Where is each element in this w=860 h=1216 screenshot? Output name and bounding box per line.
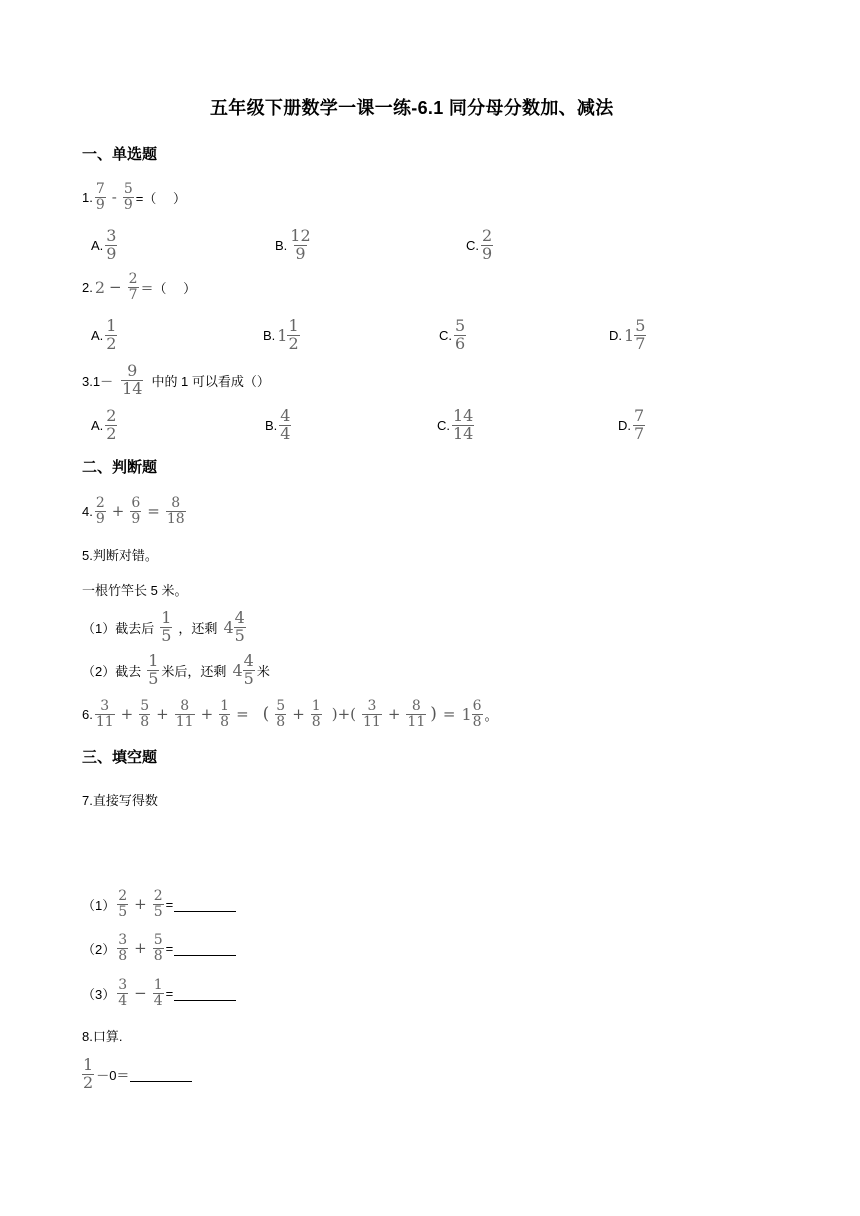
q3-option-c[interactable] [437,408,476,443]
fraction: $\frac{2}{9}$ [95,495,105,527]
q3-option-a[interactable] [91,408,119,443]
question-8: 8.口算. [82,1029,123,1044]
fraction: $\frac{2}{9}$ [482,226,493,263]
section-heading-single-choice: 一、单选题 [82,146,158,163]
fraction: $\frac{12}{9}$ [290,226,311,263]
fraction: $\frac{8}{11}$ [175,698,194,730]
fraction: $\frac{2}{5}$ [118,888,128,920]
q2-option-d[interactable] [609,318,648,353]
operator: + [156,705,169,724]
fraction: $\frac{3}{11}$ [95,698,114,730]
paren: )+( [331,705,356,724]
fraction: $\frac{3}{11}$ [363,698,381,730]
fraction: $\frac{5}{8}$ [276,698,286,730]
option-label: D. [609,327,622,343]
option-label: B. [263,327,276,343]
question-number: 3.1－ [82,373,114,389]
fraction: $\frac{14}{14}$ [453,406,474,443]
sub-question-text: （1）截去后 [82,620,155,636]
question-number: 2. [82,279,93,295]
fraction: $\frac{1}{2}$ [106,316,117,353]
whole-number: 1 [277,325,288,345]
fraction: $\frac{7}{9}$ [95,181,105,213]
whole-number: 4 [232,660,243,680]
q1-option-b[interactable] [275,228,314,263]
answer-blank[interactable] [130,1067,192,1082]
question-5-sub-2 [82,653,270,688]
fraction: $\frac{2}{2}$ [106,406,117,443]
paren: ( [262,704,270,725]
question-number: 1. [82,189,93,205]
fraction: $\frac{1}{5}$ [148,651,159,688]
fraction: $\frac{8}{11}$ [407,698,426,730]
whole-number: 4 [223,617,234,637]
question-number: 4. [82,503,93,519]
sub-question-text: 米后，还剩 [161,663,227,679]
sub-question-text: ，还剩 [178,620,218,636]
operator: + [134,939,147,958]
page-title: 五年级下册数学一课一练-6.1 同分母分数加、减法 [210,98,614,118]
paren: ) [430,704,437,725]
operator: − [109,278,122,297]
sub-question-label: （1） [82,897,116,913]
question-5: 5.判断对错。 [82,548,158,563]
fraction: $\frac{7}{7}$ [634,406,645,443]
q2-option-b[interactable] [263,318,302,353]
question-8-expression [80,1057,192,1092]
question-2 [82,272,196,302]
fraction: $\frac{9}{14}$ [122,361,143,398]
sub-question-text: 米 [256,663,270,679]
question-3 [82,363,270,398]
answer-blank[interactable] [174,897,236,912]
option-label: B. [265,417,278,433]
q3-option-b[interactable] [265,408,293,443]
equals-sign: = [165,985,174,1001]
answer-blank[interactable] [174,941,236,956]
fraction: $\frac{3}{8}$ [118,932,128,964]
fraction: $\frac{1}{2}$ [83,1055,94,1092]
answer-blank[interactable] [174,986,236,1001]
question-5-context: 一根竹竿长 5 米。 [82,583,188,598]
fraction: $\frac{5}{8}$ [153,932,163,964]
whole-number: 2 [94,277,106,297]
equals-sign: = [442,705,456,724]
sub-question-label: （3） [82,986,116,1002]
section-heading-fill-blank: 三、填空题 [82,749,158,766]
fraction: $\frac{1}{8}$ [311,698,321,730]
option-label: B. [275,237,288,253]
equals-sign: = [236,705,249,724]
option-label: C. [437,417,450,433]
q1-option-c[interactable] [466,228,495,263]
question-5-sub-1 [82,610,248,645]
sub-question-label: （2） [82,941,116,957]
operator: + [111,502,125,521]
option-label: A. [91,327,104,343]
equals-sign: = [147,502,160,521]
whole-number: 1 [461,704,472,724]
fraction: $\frac{1}{5}$ [161,608,172,645]
fraction: $\frac{5}{7}$ [635,316,646,353]
operator: − [134,984,147,1003]
fraction: $\frac{1}{8}$ [220,698,230,730]
option-label: C. [439,327,452,343]
fraction: $\frac{6}{9}$ [131,495,141,527]
question-7-item-1 [82,889,236,919]
question-7: 7.直接写得数 [82,793,158,808]
q1-option-a[interactable] [91,228,119,263]
operator: + [134,895,147,914]
sub-question-text: （2）截去 [82,663,142,679]
option-label: A. [91,417,104,433]
fraction: $\frac{5}{8}$ [140,698,150,730]
question-number: 6. [82,706,93,722]
q2-option-a[interactable] [91,318,119,353]
q3-option-d[interactable] [618,408,647,443]
q2-option-c[interactable] [439,318,468,353]
fraction: $\frac{5}{9}$ [123,181,133,213]
fraction: $\frac{6}{8}$ [472,698,482,730]
operator: + [200,705,214,724]
question-text: 中的 1 可以看成（） [151,373,270,389]
whole-number: 1 [624,325,635,345]
fraction: $\frac{5}{6}$ [455,316,466,353]
answer-paren: ＝（ ） [140,280,197,296]
option-label: A. [91,237,104,253]
fraction: $\frac{1}{4}$ [153,977,163,1009]
option-label: C. [466,237,479,253]
fraction: $\frac{1}{2}$ [288,316,299,353]
fraction: $\frac{2}{7}$ [128,271,138,303]
operator: + [120,705,134,724]
operator: + [387,705,401,724]
fraction: $\frac{2}{5}$ [153,888,163,920]
section-heading-true-false: 二、判断题 [82,459,158,476]
answer-paren: =（ ） [135,190,186,206]
question-4 [82,496,188,526]
fraction: $\frac{4}{5}$ [234,608,245,645]
operator: + [292,705,305,724]
fraction: $\frac{4}{5}$ [243,651,254,688]
period: 。 [484,707,498,723]
question-7-item-2 [82,933,236,963]
equals-sign: = [165,896,174,912]
fraction: $\frac{4}{4}$ [280,406,291,443]
option-label: D. [618,417,631,433]
question-7-item-3 [82,978,236,1008]
fraction: $\frac{3}{4}$ [118,977,128,1009]
operator: - [111,188,117,207]
expression-text: －0＝ [96,1067,130,1083]
fraction: $\frac{3}{9}$ [106,226,117,263]
equals-sign: = [165,940,174,956]
question-1 [82,182,186,212]
fraction: $\frac{8}{18}$ [166,495,185,527]
question-6 [82,699,498,729]
